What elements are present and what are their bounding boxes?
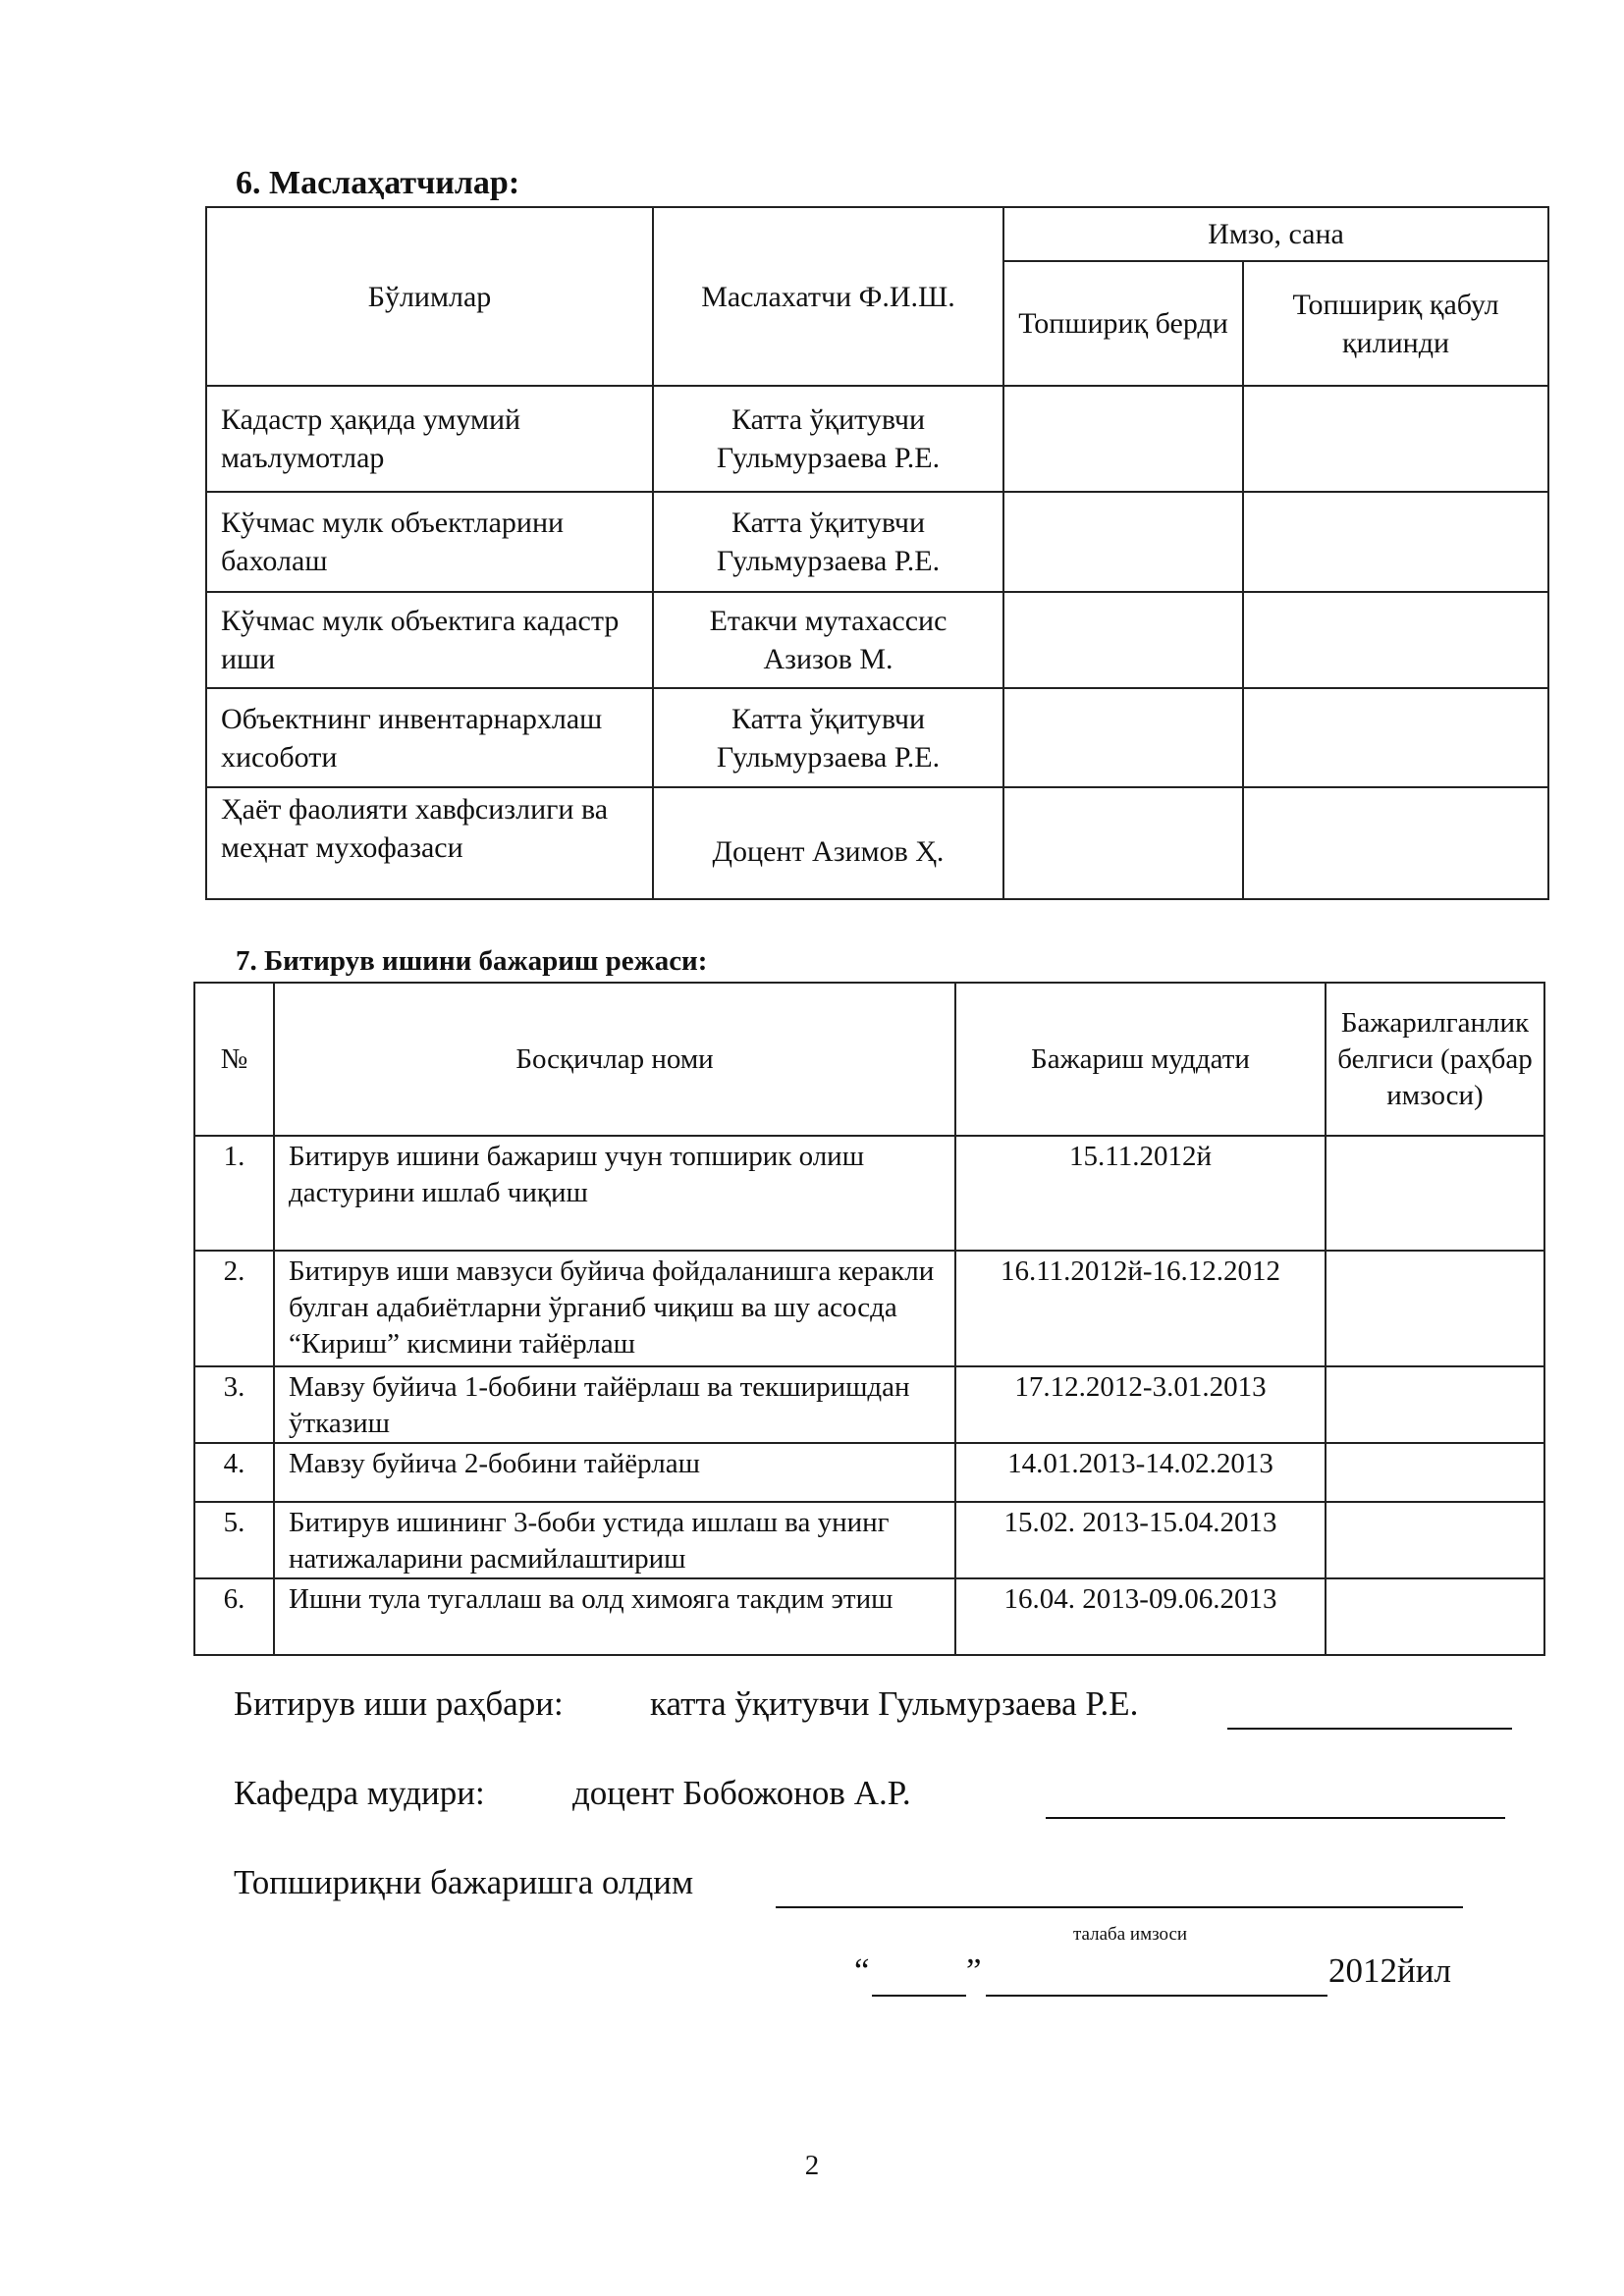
task-given-signature-cell[interactable]	[1003, 386, 1243, 492]
deadline-cell: 15.02. 2013-15.04.2013	[955, 1502, 1326, 1578]
table-row	[206, 492, 1548, 592]
section-cell: Ҳаёт фаолияти хавфсизлиги ва меҳнат мухофазаси	[206, 787, 653, 899]
date-day-line[interactable]	[872, 1965, 966, 1997]
table-row	[206, 386, 1548, 492]
header-signature-date: Имзо, сана	[1003, 207, 1548, 261]
student-signature-caption: талаба имзоси	[1073, 1924, 1188, 1945]
header-task-accepted: Топшириқ қабул қилинди	[1243, 261, 1548, 386]
deadline-cell: 14.01.2013-14.02.2013	[955, 1443, 1326, 1502]
completion-mark-cell[interactable]	[1326, 1578, 1544, 1655]
section-cell: Объектнинг инвентарнархлаш хисоботи	[206, 688, 653, 787]
consultant-cell: Катта ўқитувчи Гульмурзаева Р.Е.	[653, 688, 1003, 787]
section-6-heading: 6. Маслаҳатчилар:	[236, 165, 520, 201]
task-accepted-signature-cell[interactable]	[1243, 787, 1548, 899]
table-row	[194, 1366, 1544, 1443]
deadline-cell: 16.04. 2013-09.06.2013	[955, 1578, 1326, 1655]
section-7-heading: 7. Битирув ишини бажариш режаси:	[236, 945, 708, 977]
task-accepted-signature-cell[interactable]	[1243, 592, 1548, 688]
table-row	[194, 1502, 1544, 1578]
row-number: 4.	[194, 1443, 274, 1502]
header-deadline: Бажариш муддати	[955, 983, 1326, 1136]
task-given-signature-cell[interactable]	[1003, 688, 1243, 787]
header-sections: Бўлимлар	[206, 207, 653, 386]
date-close-quote: ”	[966, 1951, 982, 1990]
deadline-cell: 16.11.2012й-16.12.2012	[955, 1251, 1326, 1366]
completion-mark-cell[interactable]	[1326, 1443, 1544, 1502]
student-signature-line[interactable]	[776, 1877, 1463, 1908]
supervisor-signature-line[interactable]	[1227, 1698, 1512, 1730]
header-consultant: Маслахатчи Ф.И.Ш.	[653, 207, 1003, 386]
section-cell: Кўчмас мулк объектларини бахолаш	[206, 492, 653, 592]
stage-cell: Ишни тула тугаллаш ва олд химояга такдим этиш	[274, 1578, 955, 1655]
deadline-cell: 17.12.2012-3.01.2013	[955, 1366, 1326, 1443]
supervisor-name: катта ўқитувчи Гульмурзаева Р.Е.	[650, 1684, 1139, 1723]
completion-mark-cell[interactable]	[1326, 1136, 1544, 1251]
consultants-table	[205, 206, 1549, 900]
table-row	[194, 1443, 1544, 1502]
stage-cell: Мавзу буйича 2-бобини тайёрлаш	[274, 1443, 955, 1502]
table-row	[194, 1251, 1544, 1366]
completion-mark-cell[interactable]	[1326, 1366, 1544, 1443]
table-row	[206, 787, 1548, 899]
table-row	[194, 1578, 1544, 1655]
work-plan-table	[193, 982, 1545, 1656]
completion-mark-cell[interactable]	[1326, 1251, 1544, 1366]
section-cell: Кўчмас мулк объектига кадастр иши	[206, 592, 653, 688]
department-head-name: доцент Бобожонов А.Р.	[572, 1774, 911, 1812]
row-number: 3.	[194, 1366, 274, 1443]
stage-cell: Битирув ишини бажариш учун топширик олиш дастурини ишлаб чиқиш	[274, 1136, 955, 1251]
table-row	[206, 688, 1548, 787]
date-open-quote: “	[854, 1951, 870, 1990]
row-number: 2.	[194, 1251, 274, 1366]
header-number: №	[194, 983, 274, 1136]
header-stage-name: Босқичлар номи	[274, 983, 955, 1136]
header-completion-mark: Бажарилганлик белгиси (раҳбар имзоси)	[1326, 983, 1544, 1136]
row-number: 5.	[194, 1502, 274, 1578]
consultant-cell: Катта ўқитувчи Гульмурзаева Р.Е.	[653, 386, 1003, 492]
task-accepted-signature-cell[interactable]	[1243, 688, 1548, 787]
task-accepted-signature-cell[interactable]	[1243, 492, 1548, 592]
stage-cell: Битирув ишининг 3-боби устида ишлаш ва унинг натижаларини расмийлаштириш	[274, 1502, 955, 1578]
page-number: 2	[804, 2150, 820, 2181]
consultant-cell: Доцент Азимов Ҳ.	[653, 787, 1003, 899]
date-year: 2012йил	[1328, 1951, 1451, 1990]
header-task-given: Топшириқ берди	[1003, 261, 1243, 386]
stage-cell: Битирув иши мавзуси буйича фойдаланишга керакли булган адабиётларни ўрганиб чиқиш ва шу асосда “Кириш” кисмини тайёрлаш	[274, 1251, 955, 1366]
stage-cell: Мавзу буйича 1-бобини тайёрлаш ва текширишдан ўтказиш	[274, 1366, 955, 1443]
task-accepted-signature-cell[interactable]	[1243, 386, 1548, 492]
row-number: 6.	[194, 1578, 274, 1655]
consultant-cell: Катта ўқитувчи Гульмурзаева Р.Е.	[653, 492, 1003, 592]
row-number: 1.	[194, 1136, 274, 1251]
supervisor-label: Битирув иши раҳбари:	[234, 1684, 564, 1723]
department-head-signature-line[interactable]	[1046, 1788, 1505, 1819]
completion-mark-cell[interactable]	[1326, 1502, 1544, 1578]
task-given-signature-cell[interactable]	[1003, 592, 1243, 688]
task-given-signature-cell[interactable]	[1003, 787, 1243, 899]
task-accepted-label: Топшириқни бажаришга олдим	[234, 1863, 694, 1901]
consultant-cell: Етакчи мутахассис Азизов М.	[653, 592, 1003, 688]
table-row	[206, 592, 1548, 688]
task-given-signature-cell[interactable]	[1003, 492, 1243, 592]
department-head-label: Кафедра мудири:	[234, 1774, 485, 1812]
deadline-cell: 15.11.2012й	[955, 1136, 1326, 1251]
section-cell: Кадастр ҳақида умумий маълумотлар	[206, 386, 653, 492]
table-row	[194, 1136, 1544, 1251]
date-month-line[interactable]	[986, 1965, 1327, 1997]
